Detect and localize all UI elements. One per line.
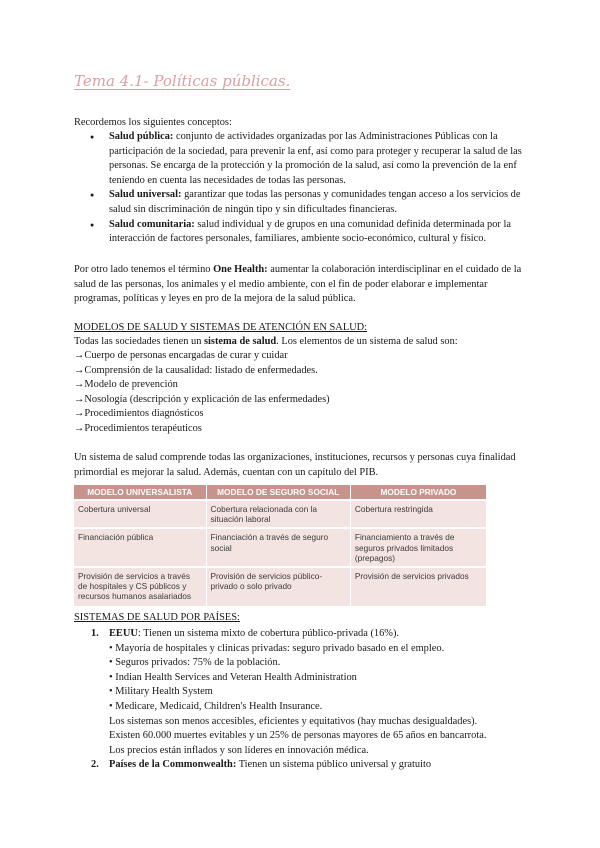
concepts-list: [74, 130, 526, 247]
models-heading: MODELOS DE SALUD Y SISTEMAS DE ATENCIÓN EN SALUD:: [74, 322, 368, 333]
element-item: →Nosología (descripción y explicación de las enfermedades): [74, 393, 330, 405]
country-term: Países de la Commonwealth:: [109, 759, 237, 771]
models-table: [74, 485, 487, 606]
health-system-elements: [74, 349, 526, 437]
country-number: 2.: [91, 759, 99, 771]
concept-text: conjunto de actividades organizadas por las Administraciones Públicas con la participación de la sociedad, para prevenir la enf, así como para proteger y recuperar la salud de las personas. Se encarga de la protección y la promoción de la salud, así como la prevención de la enf teniendo en cuenta las necesidades de todas las personas.: [109, 131, 522, 186]
concept-item: [74, 130, 526, 188]
concept-text: salud individual y de grupos en una comunidad definida determinada por la interacción de factores personales, familiares, ambiente socio-económico, cultural y físico.: [109, 218, 511, 245]
country-number: 1.: [91, 628, 99, 639]
country-note: Los sistemas son menos accesibles, eficientes y equitativos (hay muchas desigualdades).: [109, 715, 478, 727]
country-item: [74, 758, 526, 773]
element-item: →Procedimientos terapéuticos: [74, 422, 202, 434]
concept-text: garantizar que todas las personas y comunidades tengan acceso a los servicios de salud sin discriminación de ningún tipo y sin dificultades financieras.: [109, 189, 521, 215]
country-sublist: [109, 642, 526, 759]
table-cell: Provisión de servicios privados: [350, 567, 486, 606]
table-header: MODELO DE SEGURO SOCIAL: [206, 485, 350, 500]
table-cell: Financiación a través de seguro social: [206, 528, 350, 567]
health-system-paragraph: Un sistema de salud comprende todas las organizaciones, instituciones, recursos y personas cuya finalidad primordial es mejorar la salud. Además, cuentan con un capítulo del PIB.: [74, 452, 516, 478]
table-row: [74, 567, 487, 606]
one-health-text: aumentar la colaboración interdisciplinar en el cuidado de la salud de las personas, los animales y el medio ambiente, con el fin de poder elaborar e implementar programas, políticas y leyes en pro de la mejora de la salud pública.: [74, 264, 522, 305]
country-text: : Tienen un sistema mixto de cobertura público-privada (16%).: [137, 628, 400, 639]
country-text: Tienen un sistema público universal y gratuito: [236, 759, 432, 771]
country-note: Existen 60.000 muertes evitables y un 25% de personas mayores de 65 años en bancarrota.: [109, 730, 487, 742]
table-header-row: [74, 485, 487, 500]
page-title: Tema 4.1- Políticas públicas.: [74, 72, 291, 90]
country-subitem: • Mayoría de hospitales y clínicas privadas: seguro privado basado en el empleo.: [109, 642, 445, 654]
table-row: [74, 500, 487, 528]
countries-list: [74, 627, 526, 773]
table-header: MODELO PRIVADO: [350, 485, 486, 500]
element-item: →Comprensión de la causalidad: listado de enfermedades.: [74, 364, 318, 376]
concept-term: Salud comunitaria:: [109, 218, 195, 230]
table-row: [74, 528, 487, 567]
element-item: →Cuerpo de personas encargadas de curar y cuidar: [74, 350, 288, 361]
table-cell: Cobertura relacionada con la situación laboral: [206, 500, 350, 528]
one-health-term: One Health:: [213, 264, 268, 275]
table-cell: Financiación pública: [74, 528, 206, 567]
countries-heading: SISTEMAS DE SALUD POR PAÍSES:: [74, 612, 240, 623]
health-system-prefix: Todas las sociedades tienen un: [74, 336, 204, 347]
table-header: MODELO UNIVERSALISTA: [74, 485, 206, 500]
table-cell: Cobertura restringida: [350, 500, 486, 528]
concept-term: Salud universal:: [109, 189, 182, 201]
intro-text: Recordemos los siguientes conceptos:: [74, 117, 232, 128]
health-system-line: [74, 335, 526, 350]
country-term: EEUU: [109, 628, 138, 639]
country-note: Los precios están inflados y son líderes en innovación médica.: [109, 744, 369, 756]
country-subitem: • Indian Health Services and Veteran Health Administration: [109, 671, 357, 683]
table-cell: Cobertura universal: [74, 500, 206, 528]
element-item: →Modelo de prevención: [74, 379, 178, 391]
one-health-paragraph: [74, 263, 526, 307]
one-health-prefix: Por otro lado tenemos el término: [74, 264, 214, 275]
table-cell: Provisión de servicios a través de hospitales y CS públicos y recursos humanos asalariados: [74, 567, 206, 606]
country-item: [74, 627, 526, 758]
table-cell: Financiamiento a través de seguros privados limitados (prepagos): [350, 528, 486, 567]
country-subitem: • Medicare, Medicaid, Children's Health Insurance.: [109, 700, 323, 712]
concept-item: [74, 188, 526, 217]
health-system-suffix: . Los elementos de un sistema de salud son:: [276, 336, 458, 347]
concept-term: Salud pública:: [109, 131, 174, 142]
health-system-bold: sistema de salud: [203, 336, 277, 347]
table-cell: Provisión de servicios público-privado o solo privado: [206, 567, 350, 606]
concept-item: [74, 218, 526, 247]
country-subitem: • Military Health System: [109, 686, 213, 698]
country-subitem: • Seguros privados: 75% de la población.: [109, 657, 281, 669]
element-item: →Procedimientos diagnósticos: [74, 408, 204, 420]
